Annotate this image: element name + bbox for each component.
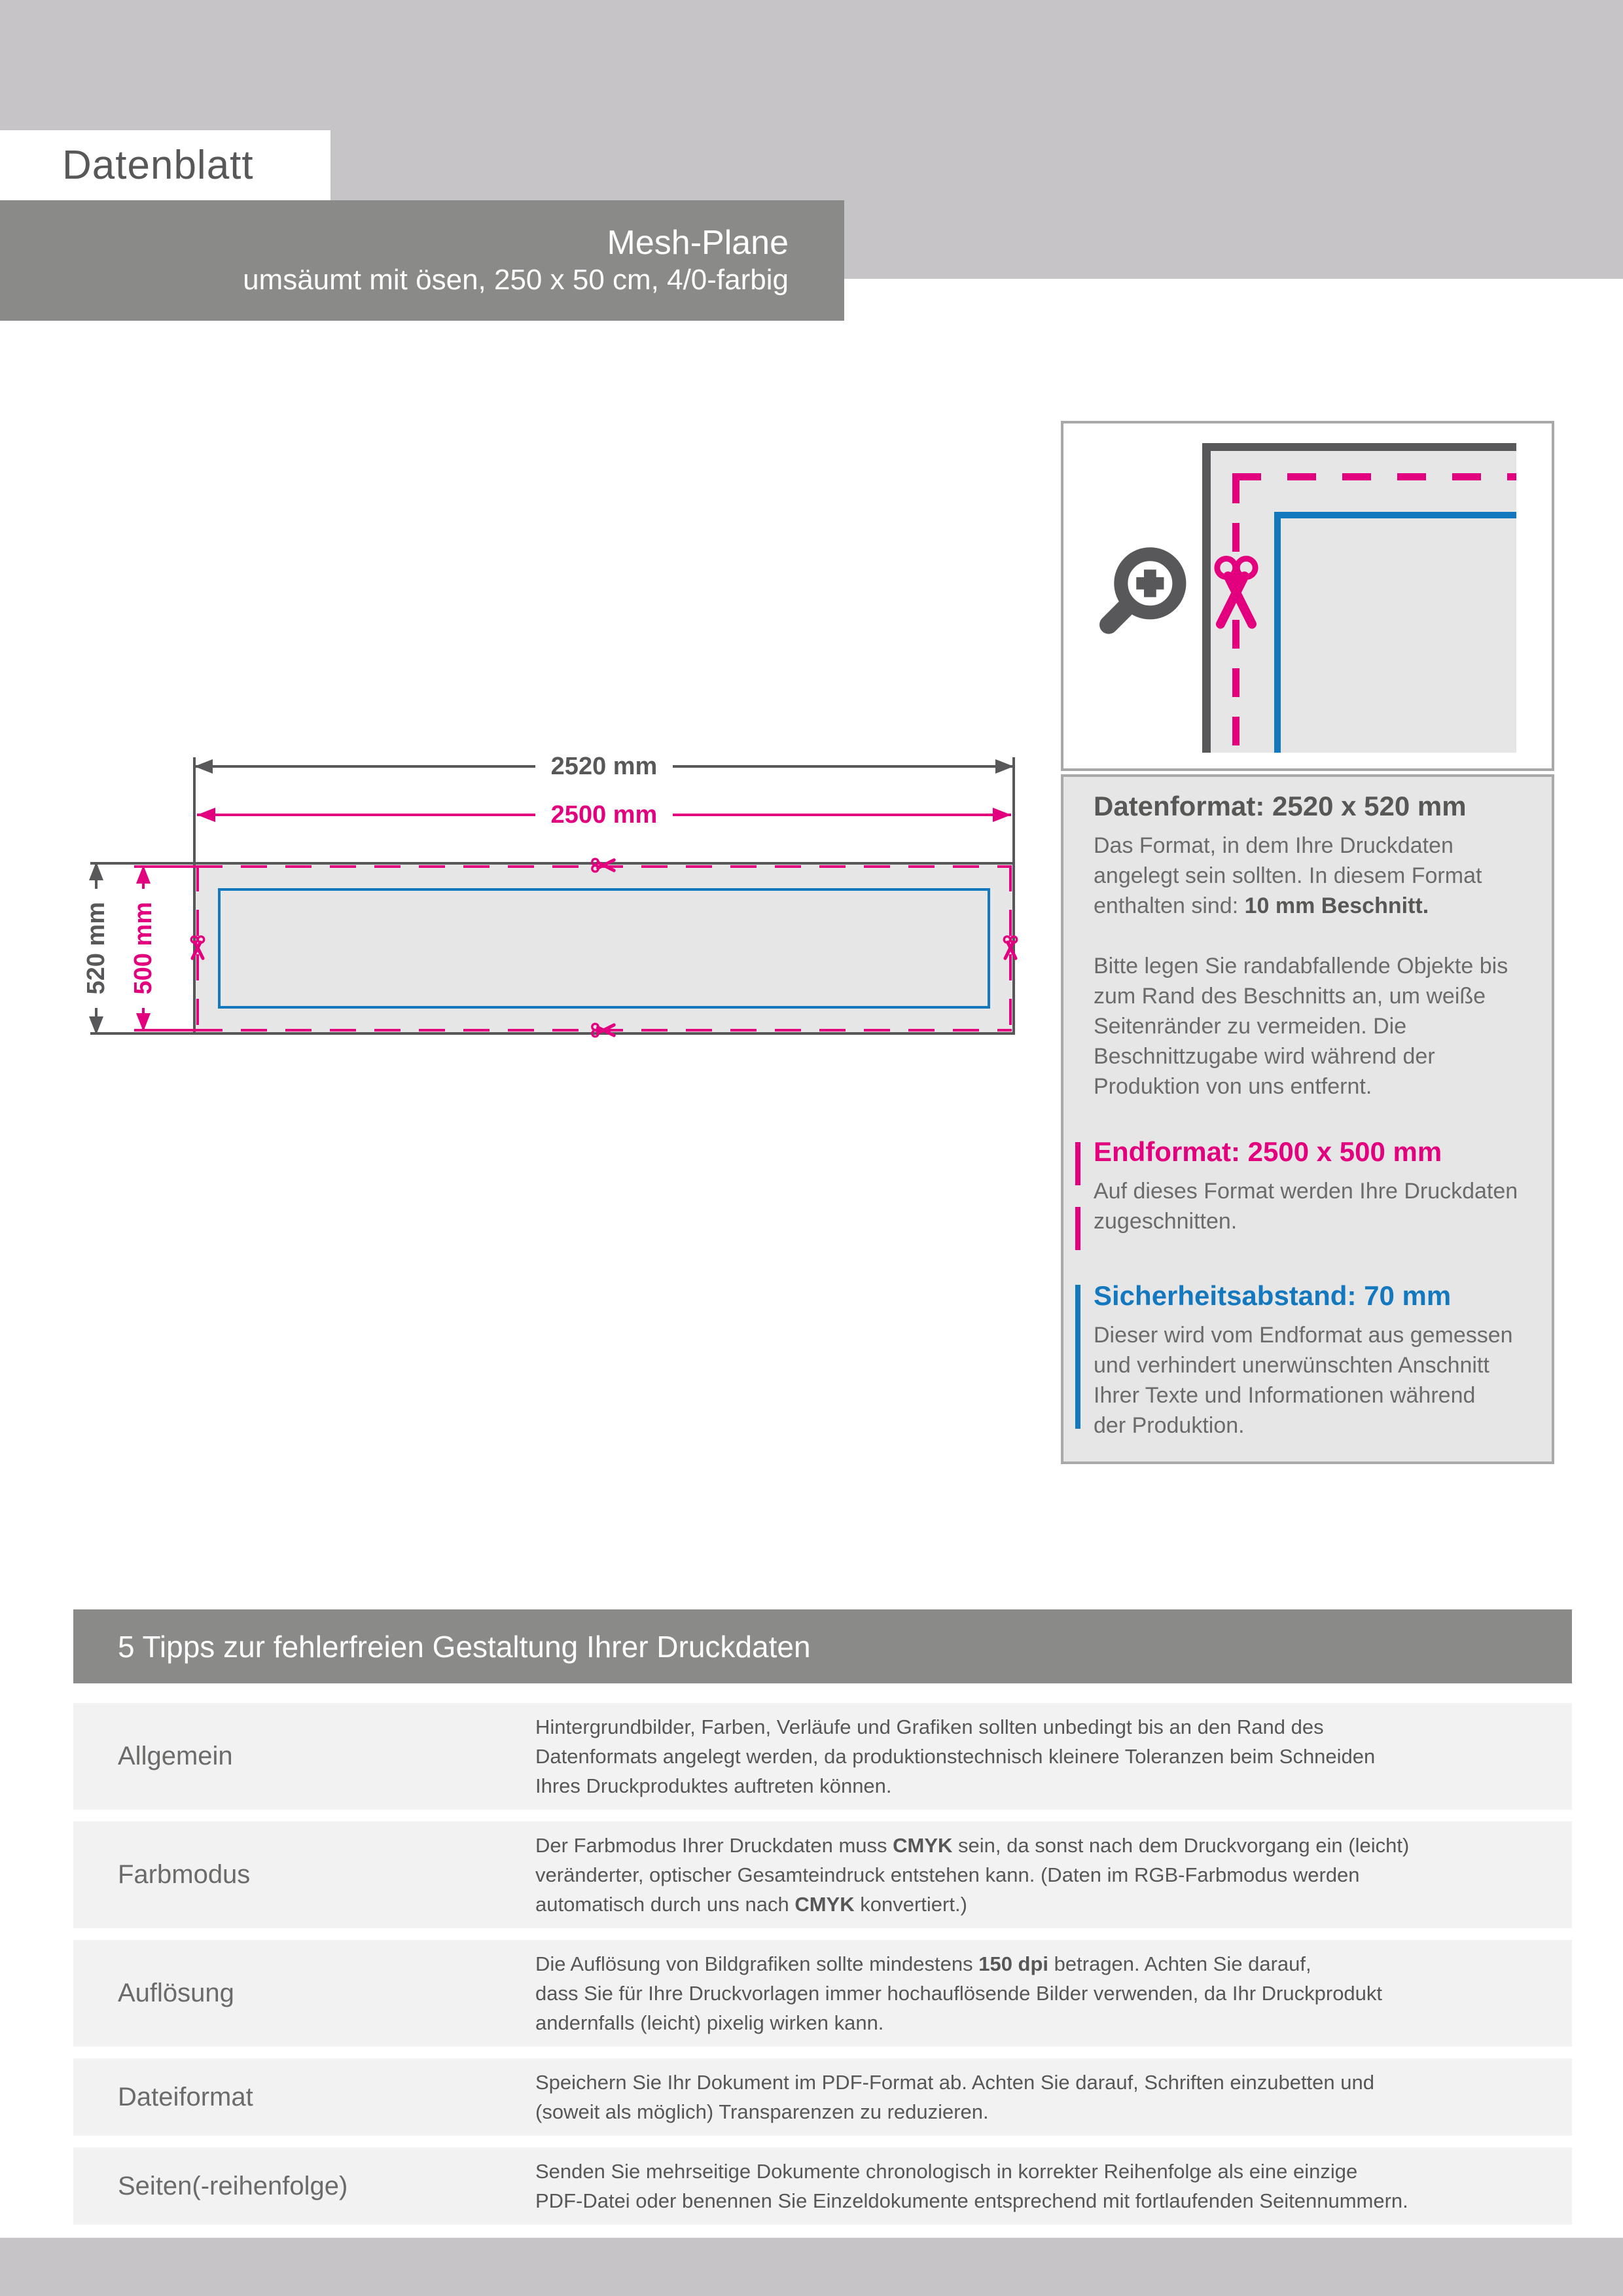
- tip-text: Hintergrundbilder, Farben, Verläufe und Grafiken sollten unbedingt bis an den Rand des Datenformats angelegt werden, da produktionstechnisch kleinere Toleranzen beim Schneiden Ihres Druckproduktes auftreten können.: [535, 1715, 1376, 1797]
- dimension-arrow-end-width: [197, 799, 1011, 831]
- datenblatt-label: Datenblatt: [62, 143, 254, 188]
- tip-text: Die Auflösung von Bildgrafiken sollte mindestens 150 dpi betragen. Achten Sie darauf, dass Sie für Ihre Druckvorlagen immer hochauflösende Bilder verwenden, da Ihr Druckprodukt andernfalls (leicht) pixelig wirken kann.: [535, 1952, 1383, 2034]
- datenformat-paragraph: Bitte legen Sie randabfallende Objekte bis zum Rand des Beschnitts an, um weiße Seitenränder zu vermeiden. Die Beschnittzugabe wird während der Produktion von uns entfernt.: [1094, 954, 1508, 1099]
- arrow-line: [142, 1008, 145, 1031]
- datenblatt-label-box: [0, 130, 330, 200]
- info-section-sicherheitsabstand: [1094, 1280, 1528, 1441]
- tip-row-dateiformat: [73, 2058, 1572, 2136]
- zoom-plus-icon: [1095, 542, 1193, 640]
- arrow-line: [194, 765, 535, 768]
- datenformat-title: Datenformat: 2520 x 520 mm: [1094, 791, 1467, 821]
- dimension-arrow-data-width: [194, 751, 1014, 782]
- scissors-icon: [590, 1022, 618, 1039]
- format-info-panel: [1061, 774, 1554, 1464]
- tips-rows: [73, 1703, 1572, 2225]
- detail-safety-line-vertical: [1274, 512, 1281, 753]
- tip-label: Auflösung: [118, 1979, 234, 2007]
- dimension-label-end-height: 500 mm: [129, 902, 157, 995]
- tip-label: Farbmodus: [118, 1860, 251, 1889]
- detail-cut-line-horizontal: [1232, 473, 1516, 480]
- arrow-line: [95, 862, 98, 889]
- dimension-arrow-end-height: [128, 865, 159, 1031]
- tip-row-allgemein: [73, 1703, 1572, 1810]
- tip-label: Seiten(-reihenfolge): [118, 2171, 348, 2200]
- product-banner: [0, 200, 844, 321]
- tip-row-aufloesung: [73, 1940, 1572, 2047]
- tip-label: Dateiformat: [118, 2082, 253, 2111]
- tip-text: Speichern Sie Ihr Dokument im PDF-Format ab. Achten Sie darauf, Schriften einzubetten und (soweit als möglich) Transparenzen zu reduzieren.: [535, 2071, 1374, 2123]
- scissors-icon: [189, 934, 206, 963]
- arrow-line: [95, 1008, 98, 1035]
- sicherheitsabstand-title: Sicherheitsabstand: 70 mm: [1094, 1280, 1452, 1311]
- info-section-datenformat: [1094, 790, 1528, 1102]
- scissors-icon: [590, 857, 618, 874]
- datenformat-paragraph: Das Format, in dem Ihre Druckdaten angelegt sein sollten. In diesem Format enthalten sind: 10 mm Beschnitt.: [1094, 833, 1482, 918]
- dimension-label-end-width: 2500 mm: [550, 800, 658, 829]
- arrow-line: [673, 765, 1014, 768]
- info-section-endformat: [1094, 1136, 1528, 1236]
- product-title: Mesh-Plane: [607, 224, 789, 262]
- detail-data-edge-vertical: [1202, 443, 1211, 753]
- tip-label: Allgemein: [118, 1742, 233, 1770]
- arrow-line: [197, 814, 535, 816]
- product-subtitle: umsäumt mit ösen, 250 x 50 cm, 4/0-farbig: [243, 264, 789, 296]
- tip-row-seitenreihenfolge: [73, 2147, 1572, 2225]
- footer-band: [0, 2238, 1623, 2296]
- zoom-detail-box: [1061, 421, 1554, 771]
- dimension-label-data-width: 2520 mm: [550, 752, 658, 780]
- arrow-line: [142, 865, 145, 889]
- tips-title: 5 Tipps zur fehlerfreien Gestaltung Ihrer Druckdaten: [118, 1629, 811, 1664]
- tip-text: Der Farbmodus Ihrer Druckdaten muss CMYK sein, da sonst nach dem Druckvorgang ein (leicht) veränderter, optischer Gesamteindruck entstehen kann. (Daten im RGB-Farbmodus werden automatisch durch uns nach CMYK konvertiert.): [535, 1834, 1410, 1916]
- sicherheitsabstand-paragraph: Dieser wird vom Endformat aus gemessen und verhindert unerwünschten Anschnitt Ihrer Texte und Informationen während der Produktion.: [1094, 1323, 1513, 1438]
- dimension-arrow-data-height: [80, 862, 112, 1035]
- detail-safety-line-horizontal: [1274, 512, 1516, 518]
- scissors-icon: [1002, 934, 1019, 963]
- tip-text: Senden Sie mehrseitige Dokumente chronologisch in korrekter Reihenfolge als eine einzige PDF-Datei oder benennen Sie Einzeldokumente entsprechend mit fortlaufenden Seitennummern.: [535, 2160, 1408, 2212]
- dimension-label-data-height: 520 mm: [82, 902, 110, 995]
- endformat-dashed-marker: [1075, 1142, 1080, 1253]
- scissors-icon: [1211, 551, 1261, 637]
- endformat-paragraph: Auf dieses Format werden Ihre Druckdaten zugeschnitten.: [1094, 1179, 1518, 1234]
- tip-row-farbmodus: [73, 1821, 1572, 1928]
- arrow-line: [673, 814, 1011, 816]
- sicherheitsabstand-solid-marker: [1075, 1285, 1080, 1429]
- tips-banner: [73, 1609, 1572, 1683]
- endformat-title: Endformat: 2500 x 500 mm: [1094, 1136, 1442, 1167]
- safety-margin-rect: [218, 888, 990, 1009]
- detail-data-edge-horizontal: [1202, 443, 1516, 451]
